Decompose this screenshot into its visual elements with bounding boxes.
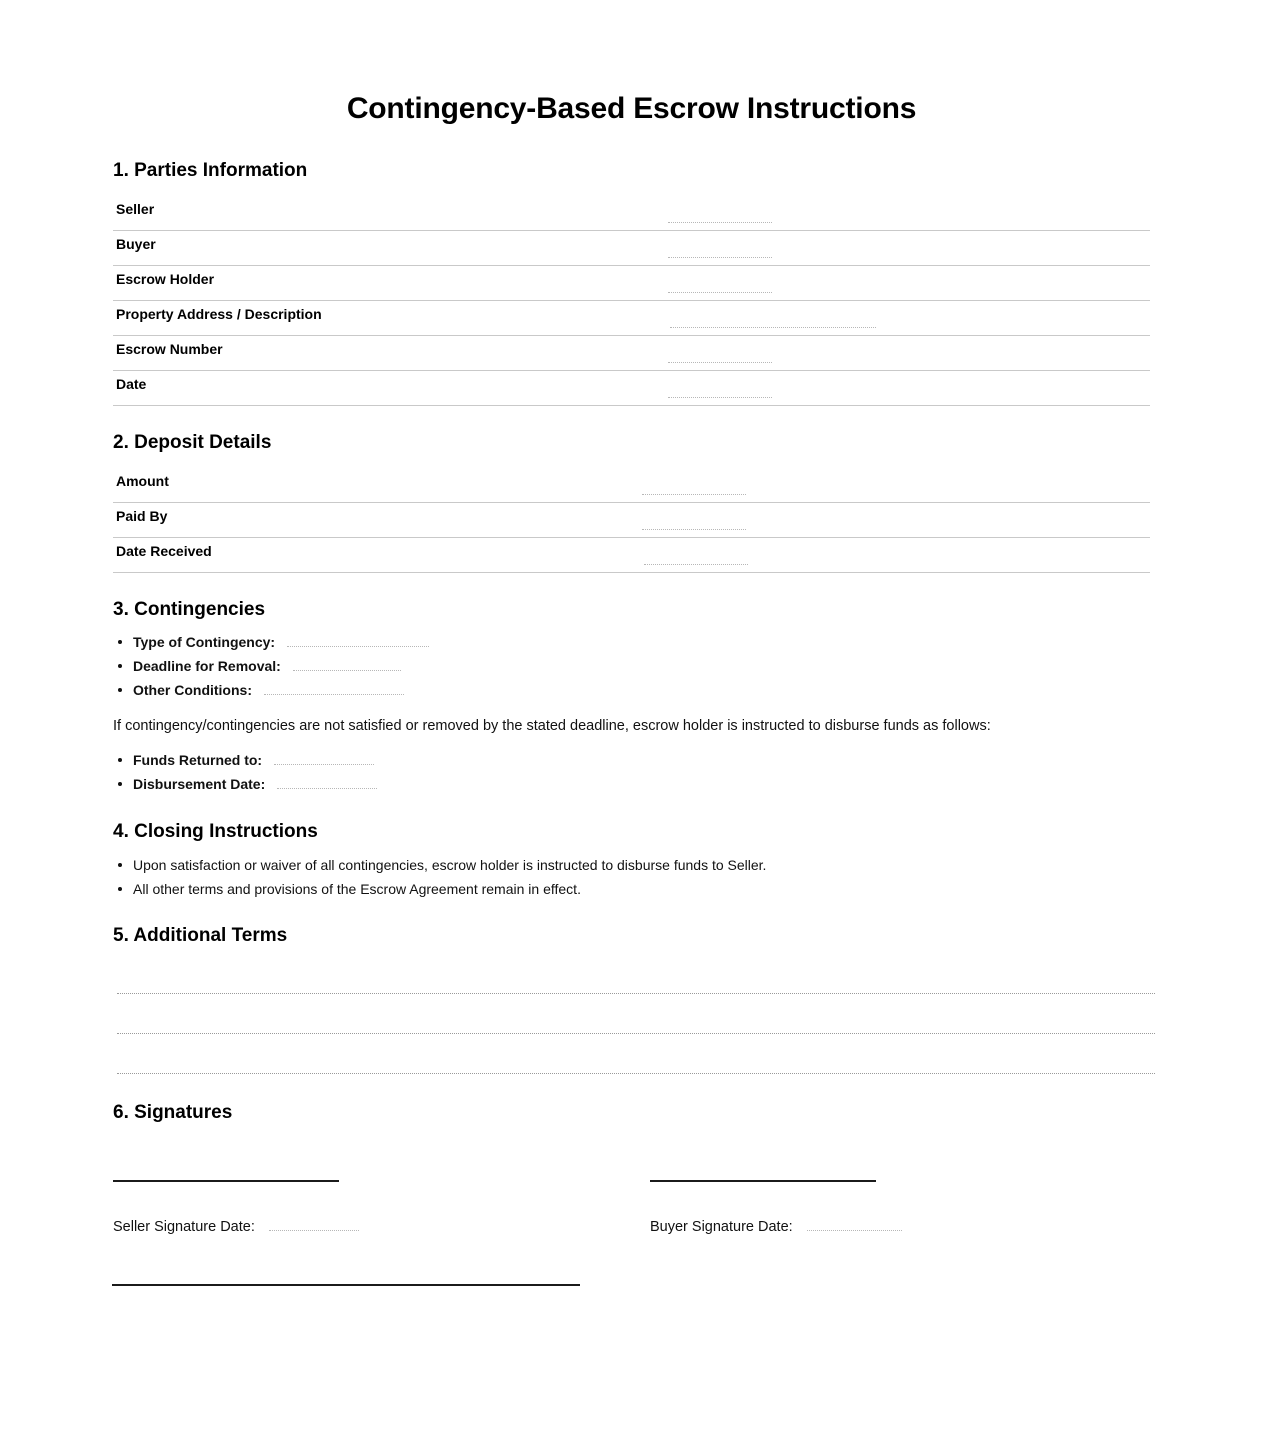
field-input-paid-by[interactable] [642, 520, 746, 530]
section-heading-contingencies: 3. Contingencies [113, 599, 266, 620]
disbursement-list [113, 748, 377, 796]
list-item[interactable] [113, 748, 377, 772]
list-item[interactable] [113, 678, 429, 702]
buyer-signature-caption [650, 1218, 902, 1235]
field-label-property-address: Property Address / Description [116, 306, 322, 322]
other-conditions-label: Other Conditions: [133, 682, 252, 698]
section-heading-parties: 1. Parties Information [113, 160, 308, 181]
closing-instruction-list [113, 853, 766, 901]
field-input-seller[interactable] [668, 213, 772, 223]
table-row[interactable] [113, 231, 1150, 266]
field-label-date: Date [116, 376, 147, 392]
section-heading-signatures: 6. Signatures [113, 1102, 233, 1123]
field-input-date[interactable] [668, 388, 772, 398]
funds-returned-input[interactable] [274, 752, 374, 765]
deadline-removal-label: Deadline for Removal: [133, 658, 281, 674]
contingency-type-input[interactable] [287, 634, 429, 647]
section-heading-deposit: 2. Deposit Details [113, 432, 272, 453]
additional-terms-line-2[interactable] [117, 1033, 1155, 1034]
field-label-buyer: Buyer [116, 236, 156, 252]
parties-field-table [113, 196, 1150, 406]
contingency-type-label: Type of Contingency: [133, 634, 276, 650]
disbursement-date-input[interactable] [277, 776, 377, 789]
field-input-amount[interactable] [642, 485, 746, 495]
list-item: All other terms and provisions of the Escrow Agreement remain in effect. [113, 877, 766, 901]
field-label-escrow-holder: Escrow Holder [116, 271, 215, 287]
deadline-removal-input[interactable] [293, 658, 401, 671]
table-row[interactable] [113, 301, 1150, 336]
additional-terms-line-3[interactable] [117, 1073, 1155, 1074]
other-conditions-input[interactable] [264, 682, 404, 695]
footer-divider [112, 1284, 580, 1286]
list-item[interactable] [113, 630, 429, 654]
field-label-paid-by: Paid By [116, 508, 168, 524]
deposit-field-table [113, 468, 1150, 573]
field-input-escrow-holder[interactable] [668, 283, 772, 293]
additional-terms-line-1[interactable] [117, 993, 1155, 994]
buyer-signature-line[interactable] [650, 1180, 876, 1182]
table-row[interactable] [113, 371, 1150, 406]
disbursement-date-label: Disbursement Date: [133, 776, 266, 792]
field-label-amount: Amount [116, 473, 169, 489]
contingency-list [113, 630, 429, 702]
field-input-buyer[interactable] [668, 248, 772, 258]
list-item: Upon satisfaction or waiver of all contingencies, escrow holder is instructed to disburse funds to Seller. [113, 853, 766, 877]
seller-signature-line[interactable] [113, 1180, 339, 1182]
table-row[interactable] [113, 266, 1150, 301]
field-input-date-received[interactable] [644, 555, 748, 565]
funds-returned-label: Funds Returned to: [133, 752, 263, 768]
seller-date-input[interactable] [269, 1218, 359, 1231]
field-label-seller: Seller [116, 201, 155, 217]
table-row[interactable] [113, 336, 1150, 371]
seller-signature-label: Seller Signature Date: [113, 1219, 255, 1235]
seller-signature-caption [113, 1218, 359, 1235]
buyer-date-input[interactable] [807, 1218, 902, 1231]
field-input-property-address[interactable] [670, 318, 876, 328]
table-row[interactable] [113, 538, 1150, 573]
section-heading-closing: 4. Closing Instructions [113, 821, 318, 842]
field-input-escrow-number[interactable] [668, 353, 772, 363]
section-heading-additional-terms: 5. Additional Terms [113, 925, 288, 946]
field-label-escrow-number: Escrow Number [116, 341, 223, 357]
table-row[interactable] [113, 196, 1150, 231]
list-item[interactable] [113, 654, 429, 678]
list-item[interactable] [113, 772, 377, 796]
page-title: Contingency-Based Escrow Instructions [346, 92, 917, 125]
table-row[interactable] [113, 503, 1150, 538]
table-row[interactable] [113, 468, 1150, 503]
disbursement-instruction-paragraph: If contingency/contingencies are not satisfied or removed by the stated deadline, escrow holder is instructed to disburse funds as follows: [113, 718, 991, 734]
field-label-date-received: Date Received [116, 543, 212, 559]
buyer-signature-label: Buyer Signature Date: [650, 1219, 793, 1235]
